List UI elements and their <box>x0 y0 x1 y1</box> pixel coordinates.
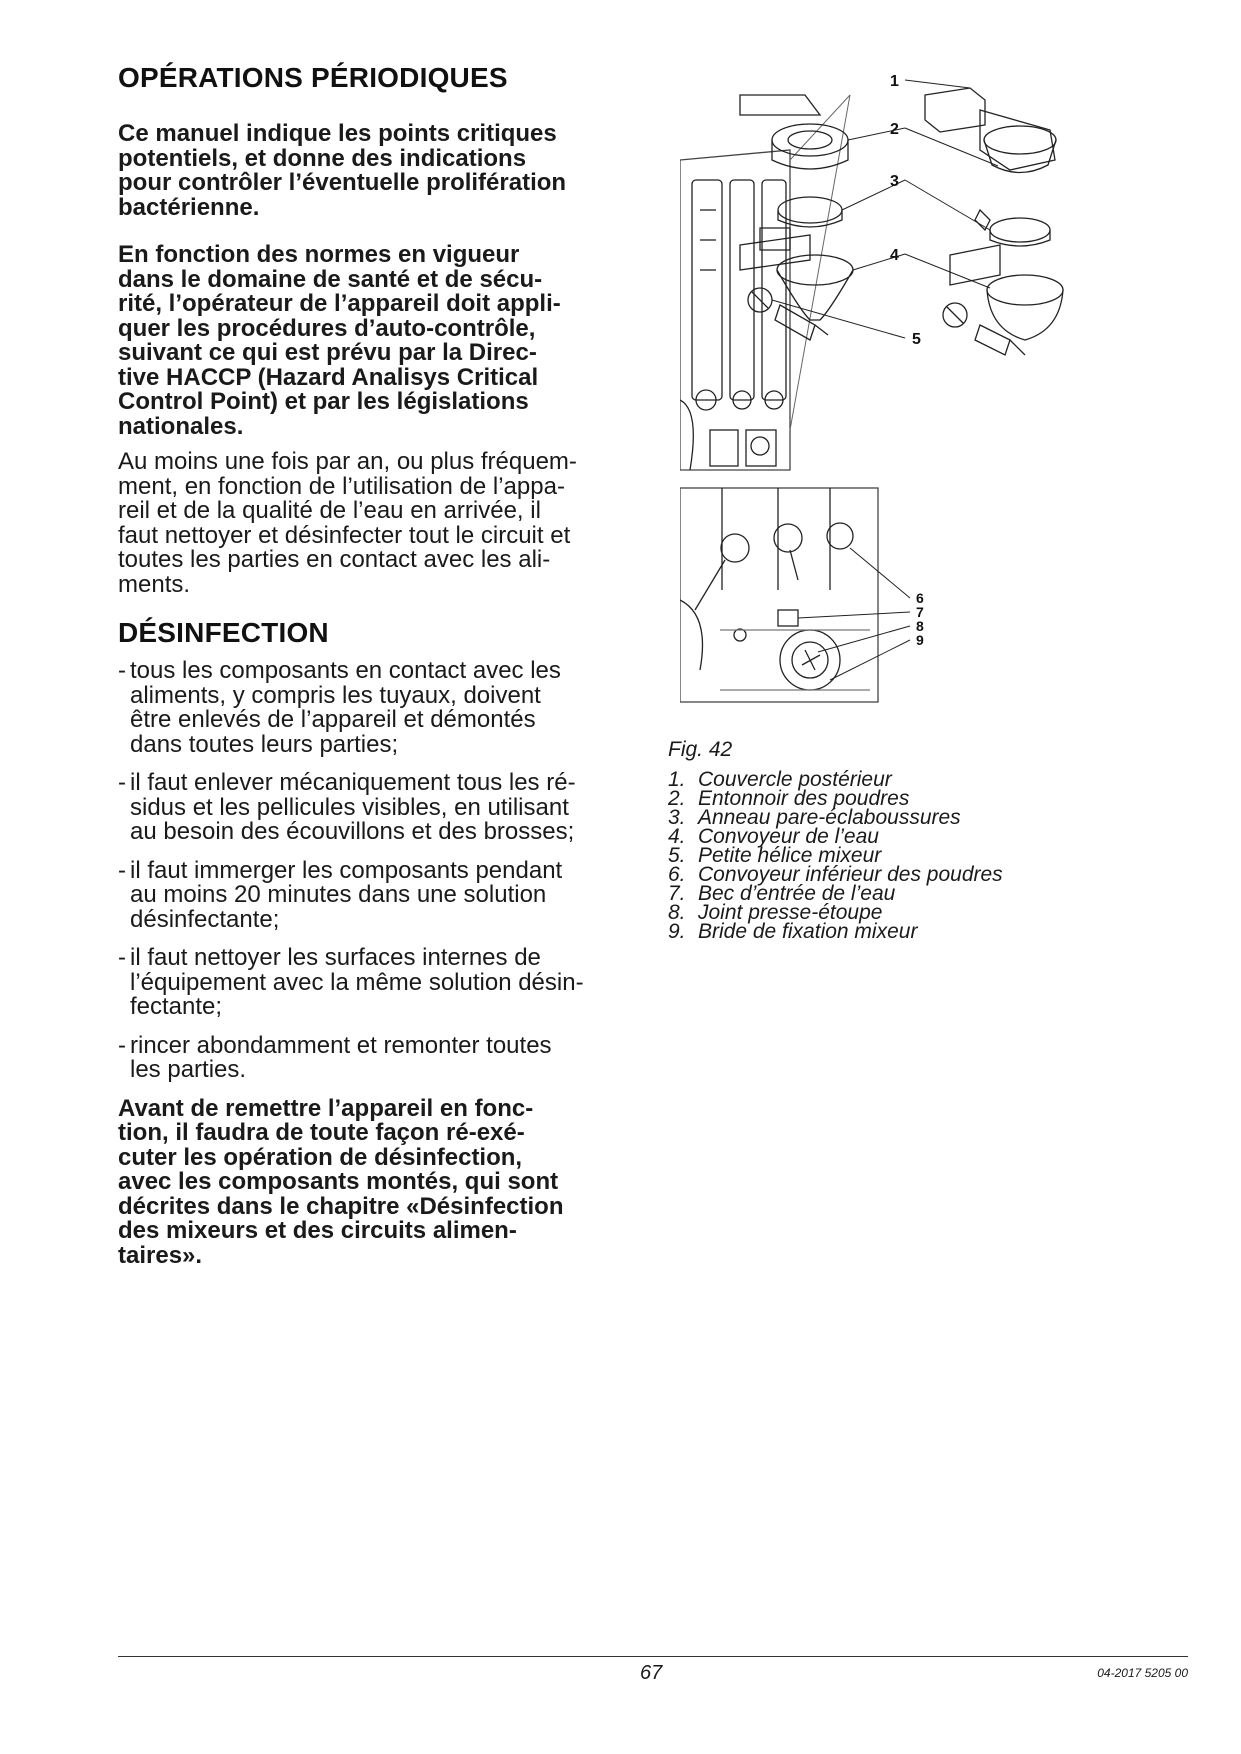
legend-item: 7. Bec d’entrée de l’eau <box>668 882 896 905</box>
list-item: - il faut nettoyer les surfaces internes de l’équipement avec la même solution désin- fectante; <box>118 946 640 1020</box>
callout-5: 5 <box>912 331 921 348</box>
section-title-operations: OPÉRATIONS PÉRIODIQUES <box>118 62 508 93</box>
callout-7: 7 <box>916 604 924 620</box>
mixer-detail-sketch <box>680 488 878 702</box>
main-column <box>118 62 640 1291</box>
callout-9: 9 <box>916 632 924 648</box>
callout-labels-upper <box>890 73 921 348</box>
legend-item: 8. Joint presse-étoupe <box>668 901 883 924</box>
intro-critical-points: Ce manuel indique les points critiques potentiels, et donne des indications pour contrôler l’éventuelle prolifération bactérienne. <box>118 120 567 221</box>
legend-item: 9. Bride de fixation mixeur <box>668 920 918 943</box>
legend-item: 1. Couvercle postérieur <box>668 768 892 791</box>
legend-item: 6. Convoyeur inférieur des poudres <box>668 863 1003 886</box>
callout-leaders-lower <box>798 548 910 680</box>
list-item: - il faut enlever mécaniquement tous les ré- sidus et les pellicules visibles, en utilisant au besoin des écouvillons et des brosses; <box>118 771 640 845</box>
page-number: 67 <box>640 1662 663 1684</box>
callout-leaders-upper <box>772 80 998 338</box>
footer-divider <box>118 1656 1188 1657</box>
figure-legend <box>668 770 1003 941</box>
callout-8: 8 <box>916 618 924 634</box>
list-item: - tous les composants en contact avec les aliments, y compris les tuyaux, doivent être enlevés de l’appareil et démontés dans toutes leurs parties; <box>118 659 640 757</box>
legend-item: 3. Anneau pare-éclaboussures <box>668 806 961 829</box>
callout-3: 3 <box>890 173 899 190</box>
mixer-assembly-right <box>925 88 1063 355</box>
list-item: - il faut immerger les composants pendant au moins 20 minutes dans une solution désinfectante; <box>118 859 640 933</box>
intro-haccp: En fonction des normes en vigueur dans le domaine de santé et de sécu- rité, l’opérateur de l’appareil doit appli- quer les procédures d’auto-contrôle, suivant ce qui est prévu par la Direc- tive HACCP (Hazard Analisys Critical Control Point) et par les législations nationales. <box>118 241 561 440</box>
mixer-assembly-left <box>740 95 853 340</box>
mixer-exploded-diagram <box>680 70 1220 720</box>
callout-6: 6 <box>916 590 924 606</box>
legend-item: 2. Entonnoir des poudres <box>668 787 910 810</box>
machine-overview-sketch <box>680 150 790 470</box>
legend-item: 5. Petite hélice mixeur <box>668 844 882 867</box>
section-title-desinfection: DÉSINFECTION <box>118 617 329 648</box>
intro-frequency: Au moins une fois par an, ou plus fréquem- ment, en fonction de l’utilisation de l’appa- reil et de la qualité de l’eau en arrivée, il faut nettoyer et désinfecter tout le circuit et toutes les parties en contact avec les ali- ments. <box>118 448 577 598</box>
callout-1: 1 <box>890 73 899 90</box>
final-warning: Avant de remettre l’appareil en fonc- tion, il faudra de toute façon ré-exé- cuter les opération de désinfection, avec les composants montés, qui sont décrites dans le chapitre «Désinfection des mixeurs et des circuits alimen- taires». <box>118 1094 564 1269</box>
callout-2: 2 <box>890 121 899 138</box>
figure-42-illustration <box>680 70 1220 720</box>
callout-labels-lower <box>916 590 924 648</box>
figure-caption: Fig. 42 <box>668 738 733 761</box>
callout-4: 4 <box>890 247 899 264</box>
legend-item: 4. Convoyeur de l’eau <box>668 825 879 848</box>
disinfection-steps <box>118 659 640 1083</box>
document-code: 04-2017 5205 00 <box>1097 1666 1188 1680</box>
list-item: - rincer abondamment et remonter toutes les parties. <box>118 1034 640 1083</box>
